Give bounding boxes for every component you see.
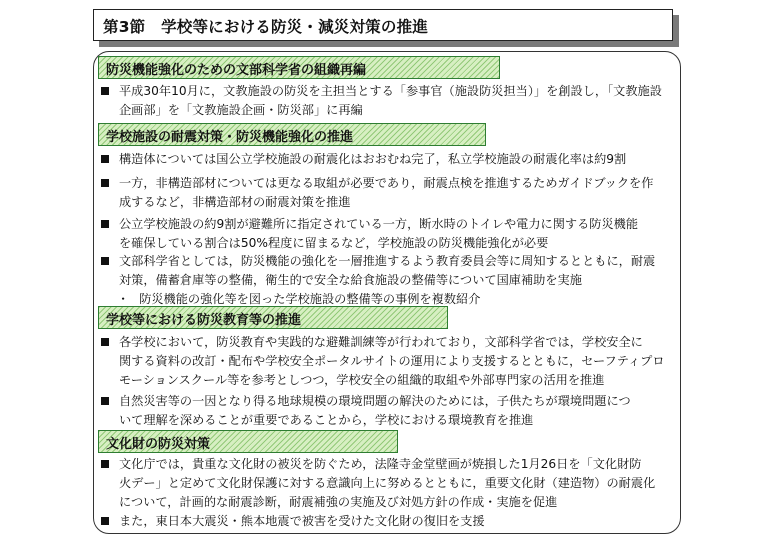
item-line: 対策，備蓄倉庫等の整備，衛生的で安全な給食施設の整備等について国庫補助を実施	[119, 273, 582, 287]
bullet-icon	[101, 257, 109, 265]
item-line: 一方，非構造部材については更なる取組が必要であり，耐震点検を推進するためガイドブックを作	[119, 176, 654, 190]
bullet-icon	[101, 179, 109, 187]
sub-bullet-icon: ・	[117, 292, 130, 306]
item-line: 構造体については国公立学校施設の耐震化はおおむね完了，私立学校施設の耐震化率は約9割	[119, 152, 627, 166]
section-title-box	[93, 9, 673, 41]
bullet-icon	[101, 338, 109, 346]
item-line: いて理解を深めることが重要であることから，学校における環境教育を推進	[119, 413, 534, 427]
bullet-icon	[101, 517, 109, 525]
bullet-icon	[101, 397, 109, 405]
heading-education-text: 学校等における防災教育等の推進	[106, 313, 302, 328]
item-line: 文化庁では，貴重な文化財の被災を防ぐため，法隆寺金堂壁画が焼損した1月26日を「文化財防	[119, 457, 642, 471]
item-line: について，計画的な耐震診断，耐震補強の実施及び対処方針の作成・実施を促進	[119, 495, 558, 509]
item-line: 関する資料の改訂・配布や学校安全ポータルサイトの運用により支援するとともに，セーフティプロ	[119, 354, 665, 368]
item-line: 企画部」を「文教施設企画・防災部」に再編	[119, 103, 363, 117]
heading-organization	[98, 56, 500, 79]
heading-seismic-text: 学校施設の耐震対策・防災機能強化の推進	[106, 130, 354, 145]
item-line: 成するなど，非構造部材の耐震対策を推進	[119, 195, 351, 209]
item-line: 文部科学省としては，防災機能の強化を一層推進するよう教育委員会等に周知するとともに，耐震	[119, 254, 656, 268]
heading-cultural-text: 文化財の防災対策	[106, 437, 211, 452]
item-line: 各学校において，防災教育や実践的な避難訓練等が行われており，文部科学省では，学校安全に	[119, 335, 643, 349]
item-line: モーションスクール等を参考としつつ，学校安全の組織的取組や外部専門家の活用を推進	[119, 373, 605, 387]
item-line: 自然災害等の一因となり得る地球規模の環境問題の解決のためには，子供たちが環境問題につ	[119, 394, 631, 408]
bullet-icon	[101, 460, 109, 468]
item-line: 平成30年10月に，文教施設の防災を主担当とする「参事官（施設防災担当）」を創設し，「文教施設	[119, 84, 662, 98]
item-line: を確保している割合は50%程度に留まるなど，学校施設の防災機能強化が必要	[119, 236, 549, 250]
item-line: 公立学校施設の約9割が避難所に指定されている一方，断水時のトイレや電力に関する防災機能	[119, 217, 639, 231]
bullet-icon	[101, 155, 109, 163]
heading-organization-text: 防災機能強化のための文部科学省の組織再編	[106, 63, 367, 78]
bullet-icon	[101, 220, 109, 228]
item-line: 火デー」と定めて文化財保護に対する意識向上に努めるとともに，重要文化財（建造物）の耐震化	[119, 476, 656, 490]
sub-item-text: 防災機能の強化等を図った学校施設の整備等の事例を複数紹介	[139, 292, 481, 306]
heading-cultural	[98, 430, 398, 453]
heading-seismic	[98, 123, 486, 146]
heading-education	[98, 306, 448, 329]
bullet-icon	[101, 87, 109, 95]
item-line: また，東日本大震災・熊本地震で被害を受けた文化財の復旧を支援	[119, 514, 485, 528]
section-title: 第3節 学校等における防災・減災対策の推進	[103, 18, 428, 36]
